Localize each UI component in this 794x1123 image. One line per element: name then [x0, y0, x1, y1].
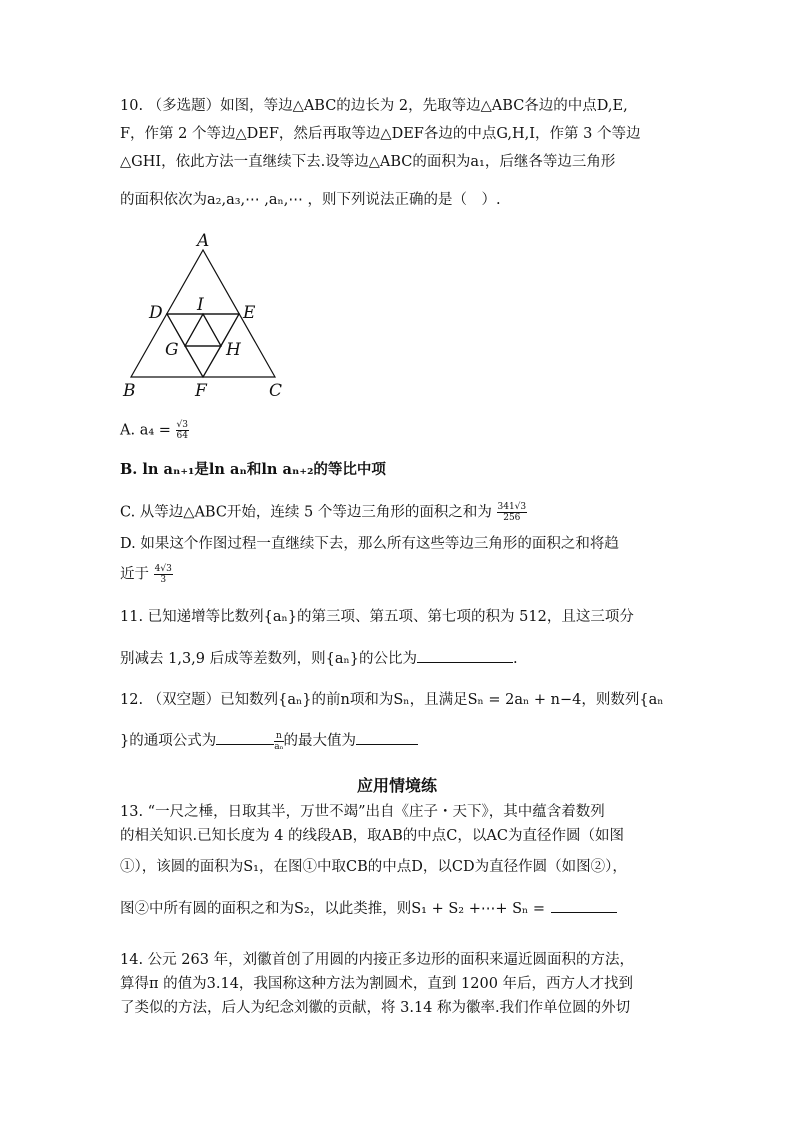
- q10-line-4: 的面积依次为a₂,a₃,⋯ ,aₙ,⋯ ，则下列说法正确的是（ ）.: [120, 192, 501, 208]
- q10-option-c: C. 从等边△ABC开始，连续 5 个等边三角形的面积之和为 $\frac{341√3}{256}$: [120, 502, 527, 523]
- q12-line-2: }的通项公式为 $\frac{n}{\text{aₙ}}$ 的最大值为: [120, 730, 418, 752]
- section-title: 应用情境练: [356, 776, 437, 795]
- q10-option-d-line-1: D. 如果这个作图过程一直继续下去，那么所有这些等边三角形的面积之和将趋: [120, 536, 619, 552]
- q10-option-d-line-2: 近于 $\frac{4√3}{3}$: [120, 564, 172, 585]
- q11-line-2: 别减去 1,3,9 后成等差数列，则{aₙ}的公比为 .: [120, 648, 518, 669]
- label-g: G: [165, 340, 179, 360]
- answer-blank: [551, 898, 617, 913]
- triangle-figure: [115, 228, 305, 403]
- label-a: A: [197, 231, 210, 251]
- segment-ih: [203, 314, 221, 346]
- q14-line-2: 算得π 的值为3.14，我国称这种方法为割圆术，直到 1200 年后，西方人才找到: [120, 976, 634, 992]
- q10-option-a: A. a₄ = $\frac{√3}{64}$: [120, 420, 188, 441]
- q12-line-1: 12. （双空题）已知数列{aₙ}的前n项和为Sₙ，且满足Sₙ = 2aₙ + n−4，则数列{aₙ: [120, 692, 664, 708]
- segment-ig: [185, 314, 203, 346]
- q10-option-b: B. ln aₙ₊₁是ln aₙ和ln aₙ₊₂的等比中项: [120, 461, 386, 478]
- answer-blank: [216, 730, 274, 745]
- label-e: E: [243, 303, 256, 323]
- fraction: $\frac{√3}{64}$: [176, 420, 188, 441]
- label-d: D: [149, 303, 163, 323]
- q13-line-3: ①），该圆的面积为S₁，在图①中取CB的中点D，以CD为直径作圆（如图②），: [120, 859, 627, 875]
- q10-line-2: F，作第 2 个等边△DEF，然后再取等边△DEF各边的中点G,H,I，作第 3 个等边: [120, 126, 641, 142]
- q13-line-1: 13. “一尺之棰，日取其半，万世不竭”出自《庄子・天下》，其中蕴含着数列: [120, 804, 605, 820]
- answer-blank: [356, 730, 418, 745]
- label-i: I: [197, 295, 204, 315]
- fraction: $\frac{n}{\text{aₙ}}$: [274, 730, 284, 752]
- triangle-ghi: [185, 314, 221, 346]
- q13-line-4: 图②中所有圆的面积之和为S₂，以此类推，则S₁ + S₂ +⋯+ Sₙ =: [120, 898, 617, 919]
- q11-line-1: 11. 已知递增等比数列{aₙ}的第三项、第五项、第七项的积为 512，且这三项分: [120, 609, 634, 625]
- label-c: C: [269, 381, 283, 401]
- answer-blank: [417, 648, 513, 663]
- q13-line-2: 的相关知识.已知长度为 4 的线段AB，取AB的中点C，以AC为直径作圆（如图: [120, 828, 624, 844]
- label-f: F: [195, 381, 207, 401]
- fraction: $\frac{341√3}{256}$: [497, 502, 527, 523]
- label-h: H: [226, 340, 241, 360]
- q10-line-1: 10. （多选题）如图，等边△ABC的边长为 2，先取等边△ABC各边的中点D,E,: [120, 98, 628, 114]
- q14-line-3: 了类似的方法，后人为纪念刘徽的贡献，将 3.14 称为徽率.我们作单位圆的外切: [120, 1000, 631, 1016]
- q10-line-3: △GHI，依此方法一直继续下去.设等边△ABC的面积为a₁，后继各等边三角形: [120, 154, 616, 170]
- label-b: B: [123, 381, 136, 401]
- q14-line-1: 14. 公元 263 年，刘徽首创了用圆的内接正多边形的面积来逼近圆面积的方法，: [120, 952, 635, 968]
- segment-gf: [185, 346, 203, 377]
- fraction: $\frac{4√3}{3}$: [154, 564, 172, 585]
- segment-hf: [203, 346, 221, 377]
